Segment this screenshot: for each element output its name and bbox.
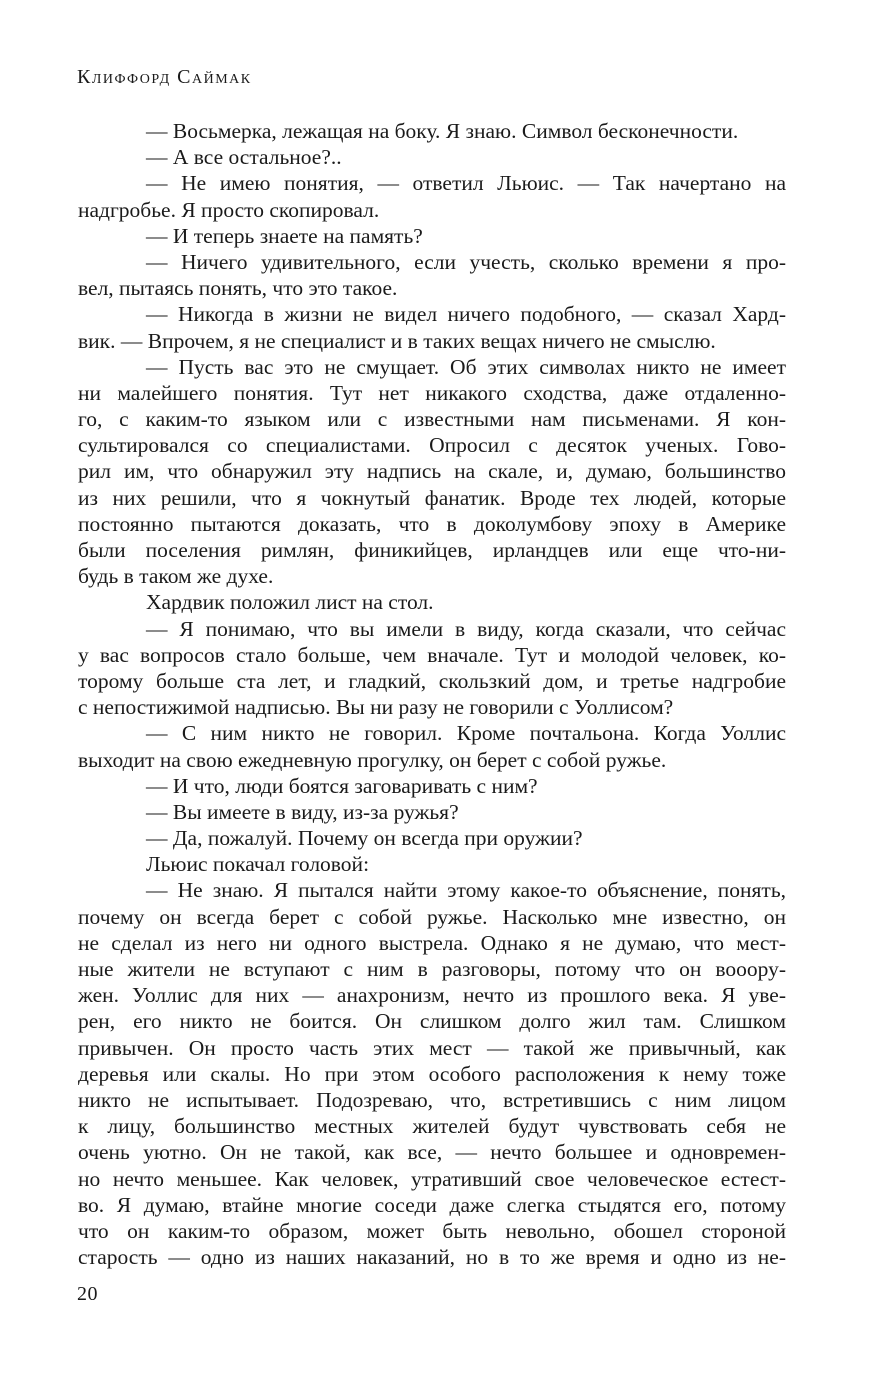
text-line: надгробье. Я просто скопировал. bbox=[78, 197, 380, 222]
body-text bbox=[78, 118, 786, 1270]
text-line: — Не имею понятия, — ответил Льюис. — Так начертано на bbox=[146, 171, 786, 196]
text-line: у вас вопросов стало больше, чем вначале. Тут и молодой человек, ко- bbox=[78, 642, 786, 667]
text-line: — Пусть вас это не смущает. Об этих символах никто не имеет bbox=[146, 354, 786, 379]
text-line: — Восьмерка, лежащая на боку. Я знаю. Символ бесконечности. bbox=[146, 119, 739, 143]
page-number: 20 bbox=[77, 1283, 98, 1305]
text-line: торому больше ста лет, и гладкий, скользкий дом, и третье надгробие bbox=[78, 668, 786, 693]
text-line: из них решили, что я чокнутый фанатик. Вроде тех людей, которые bbox=[78, 485, 786, 510]
text-line: будь в таком же духе. bbox=[78, 564, 274, 589]
text-line: — С ним никто не говорил. Кроме почтальона. Когда Уоллис bbox=[146, 721, 786, 746]
text-line: что он каким-то образом, может быть невольно, обошел стороной bbox=[78, 1218, 786, 1243]
text-line: вик. — Впрочем, я не специалист и в таких вещах ничего не смыслю. bbox=[78, 328, 716, 353]
text-line: — А все остальное?.. bbox=[146, 145, 342, 170]
text-line: — Никогда в жизни не видел ничего подобного, — сказал Хард- bbox=[146, 302, 786, 327]
text-line: — Да, пожалуй. Почему он всегда при оружии? bbox=[146, 826, 583, 851]
text-line: — Вы имеете в виду, из-за ружья? bbox=[146, 799, 459, 824]
text-line: — Не знаю. Я пытался найти этому какое-то объяснение, понять, bbox=[146, 878, 786, 903]
text-line: были поселения римлян, финикийцев, ирландцев или еще что-ни- bbox=[78, 538, 786, 562]
text-line: деревья или скалы. Но при этом особого расположения к нему тоже bbox=[78, 1061, 786, 1086]
text-line: к лицу, большинство местных жителей будут чувствовать себя не bbox=[78, 1114, 786, 1139]
text-line: привычен. Он просто часть этих мест — такой же привычный, как bbox=[78, 1035, 786, 1060]
text-line: — И теперь знаете на память? bbox=[146, 223, 423, 248]
text-line: — Ничего удивительного, если учесть, сколько времени я про- bbox=[146, 249, 786, 274]
text-line: постоянно пытаются доказать, что в доколумбову эпоху в Америке bbox=[78, 511, 786, 536]
text-line: выходит на свою ежедневную прогулку, он берет с собой ружье. bbox=[78, 747, 667, 772]
text-line: жен. Уоллис для них — анахронизм, нечто из прошлого века. Я уве- bbox=[78, 983, 786, 1008]
text-line: рен, его никто не боится. Он слишком долго жил там. Слишком bbox=[78, 1009, 786, 1034]
text-line: го, с каким-то языком или с известными нам письменами. Я кон- bbox=[78, 407, 786, 432]
text-line: во. Я думаю, втайне многие соседи даже слегка стыдятся его, потому bbox=[78, 1192, 786, 1217]
text-line: ные жители не вступают с ним в разговоры, потому что он вооору- bbox=[78, 957, 786, 981]
text-line: с непостижимой надписью. Вы ни разу не говорили с Уоллисом? bbox=[78, 695, 674, 720]
text-line: очень уютно. Он не такой, как все, — нечто большее и одновремен- bbox=[78, 1140, 786, 1165]
text-line: — И что, люди боятся заговаривать с ним? bbox=[146, 773, 538, 798]
text-line: не сделал из него ни одного выстрела. Однако я не думаю, что мест- bbox=[78, 930, 786, 955]
text-line: вел, пытаясь понять, что это такое. bbox=[78, 276, 398, 301]
text-line: Льюис покачал головой: bbox=[146, 852, 370, 877]
text-line: — Я понимаю, что вы имели в виду, когда сказали, что сейчас bbox=[146, 616, 786, 641]
text-line: рил им, что обнаружил эту надпись на скале, и, думаю, большинство bbox=[78, 459, 786, 484]
text-line: Хардвик положил лист на стол. bbox=[146, 590, 434, 615]
text-line: ни малейшего понятия. Тут нет никакого сходства, даже отдаленно- bbox=[78, 380, 786, 405]
text-line: но нечто меньшее. Как человек, утративший свое человеческое естест- bbox=[78, 1166, 786, 1191]
text-line: никто не испытывает. Подозреваю, что, встретившись с ним лицом bbox=[78, 1087, 786, 1112]
text-line: сультировался со специалистами. Опросил с десяток ученых. Гово- bbox=[78, 433, 786, 458]
running-head-author: Клиффорд Саймак bbox=[77, 66, 252, 88]
text-line: почему он всегда берет с собой ружье. Насколько мне известно, он bbox=[78, 904, 786, 929]
text-line: старость — одно из наших наказаний, но в то же время и одно из не- bbox=[78, 1245, 786, 1270]
